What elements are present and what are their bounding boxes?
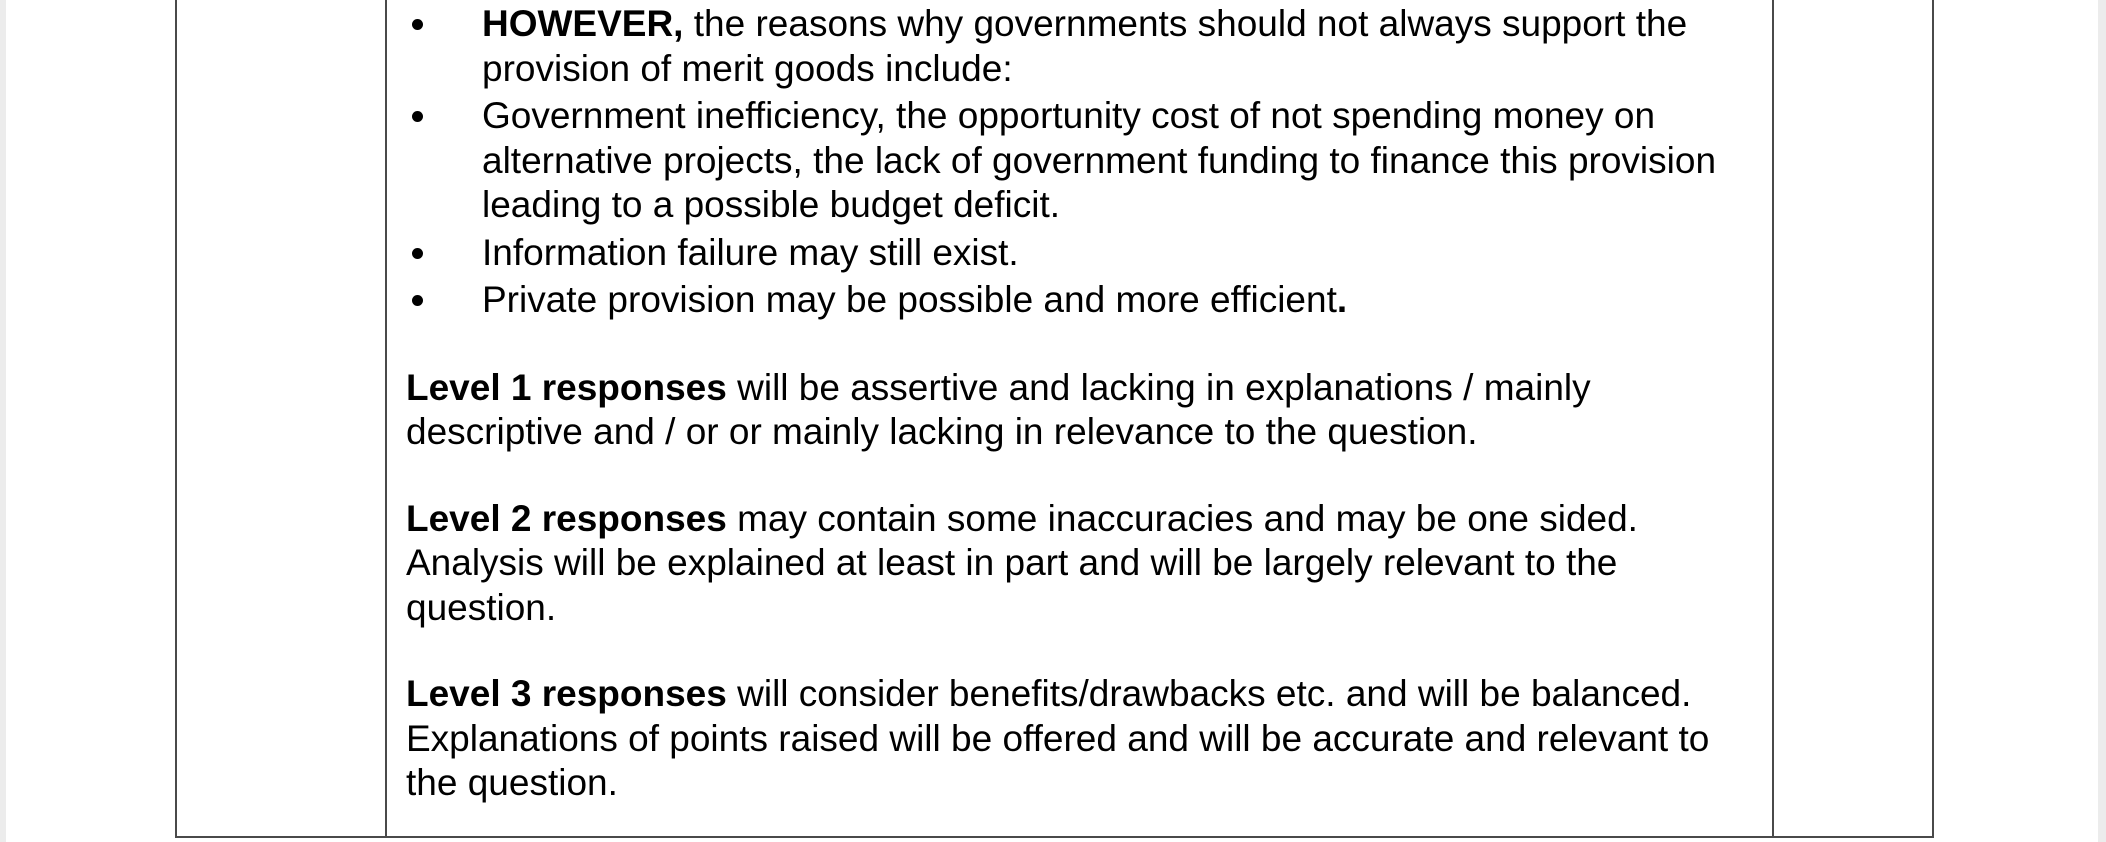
level-description: may contain some inaccuracies and may be one sided. Analysis will be explained at least in part and will be largely relevant to the question. bbox=[406, 497, 1638, 628]
table-border-left bbox=[175, 0, 177, 838]
level-heading: Level 2 responses bbox=[406, 497, 727, 539]
level-description: will be assertive and lacking in explanations / mainly descriptive and / or or mainly lacking in relevance to the question. bbox=[406, 366, 1591, 452]
level-heading: Level 3 responses bbox=[406, 673, 727, 714]
level-1-paragraph bbox=[406, 366, 1756, 455]
table-column-divider-2 bbox=[1772, 0, 1774, 838]
bullet-icon bbox=[412, 248, 423, 259]
mark-scheme-content-cell bbox=[406, 2, 1756, 806]
bullet-bold-text: HOWEVER, bbox=[482, 3, 684, 44]
level-description: will consider benefits/drawbacks etc. and will be balanced. Explanations of points raised will be offered and will be accurate and relevant to the question. bbox=[406, 673, 1710, 803]
table-border-right bbox=[1932, 0, 1934, 838]
bullet-bold-end: . bbox=[1336, 279, 1348, 320]
list-item bbox=[406, 231, 1756, 276]
bullet-text: Government inefficiency, the opportunity cost of not spending money on alternative projects, the lack of government funding to finance this provision leading to a possible budget deficit. bbox=[482, 95, 1717, 225]
list-item bbox=[406, 2, 1756, 91]
level-2-paragraph bbox=[406, 497, 1756, 631]
list-item bbox=[406, 94, 1756, 228]
bullet-text: the reasons why governments should not always support the provision of merit goods include: bbox=[482, 3, 1688, 89]
level-heading: Level 1 responses bbox=[406, 366, 727, 408]
list-item bbox=[406, 278, 1756, 323]
bullet-icon bbox=[412, 19, 423, 30]
level-3-paragraph bbox=[406, 672, 1756, 806]
page-right-margin bbox=[2098, 0, 2106, 842]
bullet-list bbox=[406, 2, 1756, 323]
bullet-icon bbox=[412, 111, 423, 122]
bullet-text: Private provision may be possible and more efficient bbox=[482, 279, 1337, 320]
bullet-text: Information failure may still exist. bbox=[482, 231, 1019, 273]
bullet-icon bbox=[412, 295, 423, 306]
page-left-margin bbox=[0, 0, 6, 842]
table-border-bottom bbox=[175, 836, 1934, 838]
table-column-divider-1 bbox=[385, 0, 387, 838]
